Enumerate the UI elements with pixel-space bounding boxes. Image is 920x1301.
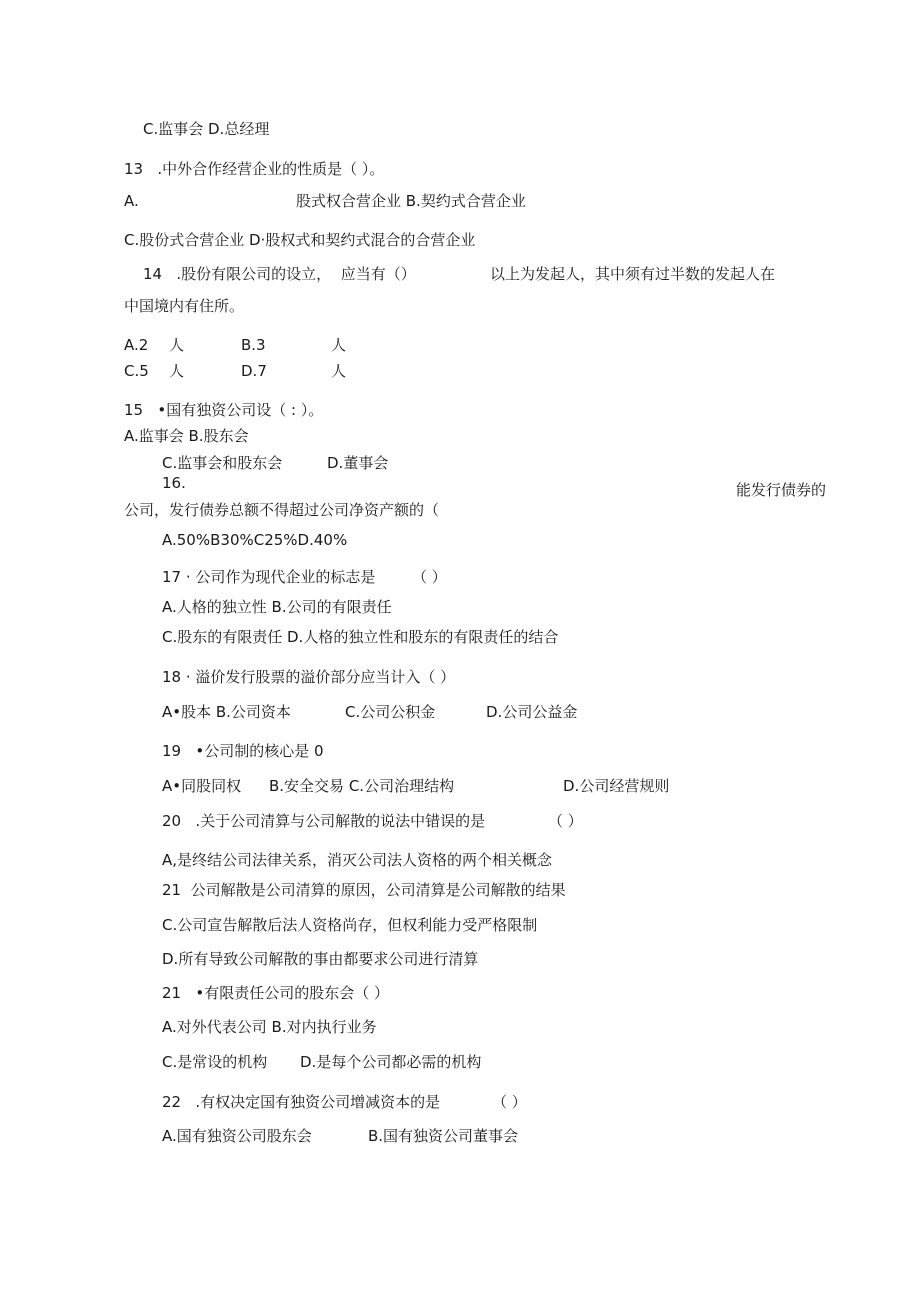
option-d: D.公司公益金 (486, 703, 578, 721)
option-line: A.50%B30%C25%D.40% (162, 531, 348, 549)
option-b: B.3 (241, 336, 266, 354)
question-21: 21 •有限责任公司的股东会（ ） (162, 984, 390, 1002)
question-16-cont: 能发行债券的 (736, 481, 827, 499)
option-c: C.是常设的机构 (162, 1053, 268, 1071)
option-a: A•同股同权 (162, 777, 242, 795)
option-line: 股式权合营企业 B.契约式合营企业 (296, 192, 526, 210)
question-14: 14 .股份有限公司的设立， 应当有（） (143, 265, 416, 283)
option-b: B.国有独资公司董事会 (368, 1127, 519, 1145)
option-a-b: A•股本 B.公司资本 (162, 703, 291, 721)
question-16: 16. (162, 474, 186, 492)
option-c: C.监事会和股东会 (162, 454, 283, 472)
question-19: 19 •公司制的核心是 0 (162, 742, 324, 760)
question-17-blank: （ ） (412, 568, 447, 586)
question-17: 17 · 公司作为现代企业的标志是 (162, 568, 376, 586)
option-b-c: B.安全交易 C.公司治理结构 (269, 777, 455, 795)
question-22: 22 .有权决定国有独资公司增减资本的是 (162, 1093, 441, 1111)
option-d: D.是每个公司都必需的机构 (300, 1053, 482, 1071)
question-20-blank: （ ） (548, 812, 583, 830)
option-c: C.5 (124, 362, 149, 380)
question-18: 18 · 溢价发行股票的溢价部分应当计入（ ） (162, 668, 456, 686)
option-a-unit: 人 (169, 336, 185, 354)
option-line: C.股份式合营企业 D·股权式和契约式混合的合营企业 (124, 231, 476, 249)
option-line: D.所有导致公司解散的事由都要求公司进行清算 (162, 950, 479, 968)
question-15: 15 •国有独资公司设（ : ）。 (124, 401, 324, 419)
option-d-unit: 人 (331, 362, 347, 380)
option-d: D.董事会 (327, 454, 389, 472)
option-line: 21 公司解散是公司清算的原因，公司清算是公司解散的结果 (162, 881, 566, 899)
question-16-cont: 公司，发行债券总额不得超过公司净资产额的（ (124, 501, 440, 519)
question-13: 13 .中外合作经营企业的性质是（ ）。 (124, 160, 385, 178)
option-line: C.公司宣告解散后法人资格尚存，但权利能力受严格限制 (162, 916, 538, 934)
option-a: A.国有独资公司股东会 (162, 1127, 312, 1145)
option-line: A,是终结公司法律关系，消灭公司法人资格的两个相关概念 (162, 851, 553, 869)
text-line: C.监事会 D.总经理 (143, 120, 270, 138)
option-c-unit: 人 (169, 362, 185, 380)
question-22-blank: （ ） (492, 1093, 527, 1111)
option-line: A.监事会 B.股东会 (124, 427, 249, 445)
option-c: C.公司公积金 (345, 703, 436, 721)
option-d: D.公司经营规则 (563, 777, 670, 795)
option-line: A. (124, 192, 139, 210)
option-b-unit: 人 (331, 336, 347, 354)
question-14-cont: 中国境内有住所。 (124, 297, 245, 315)
option-a: A.2 (124, 336, 149, 354)
question-20: 20 .关于公司清算与公司解散的说法中错误的是 (162, 812, 486, 830)
option-line: C.股东的有限责任 D.人格的独立性和股东的有限责任的结合 (162, 628, 559, 646)
option-d: D.7 (241, 362, 267, 380)
option-line: A.对外代表公司 B.对内执行业务 (162, 1018, 377, 1036)
question-14-cont: 以上为发起人，其中须有过半数的发起人在 (490, 265, 776, 283)
option-line: A.人格的独立性 B.公司的有限责任 (162, 598, 392, 616)
